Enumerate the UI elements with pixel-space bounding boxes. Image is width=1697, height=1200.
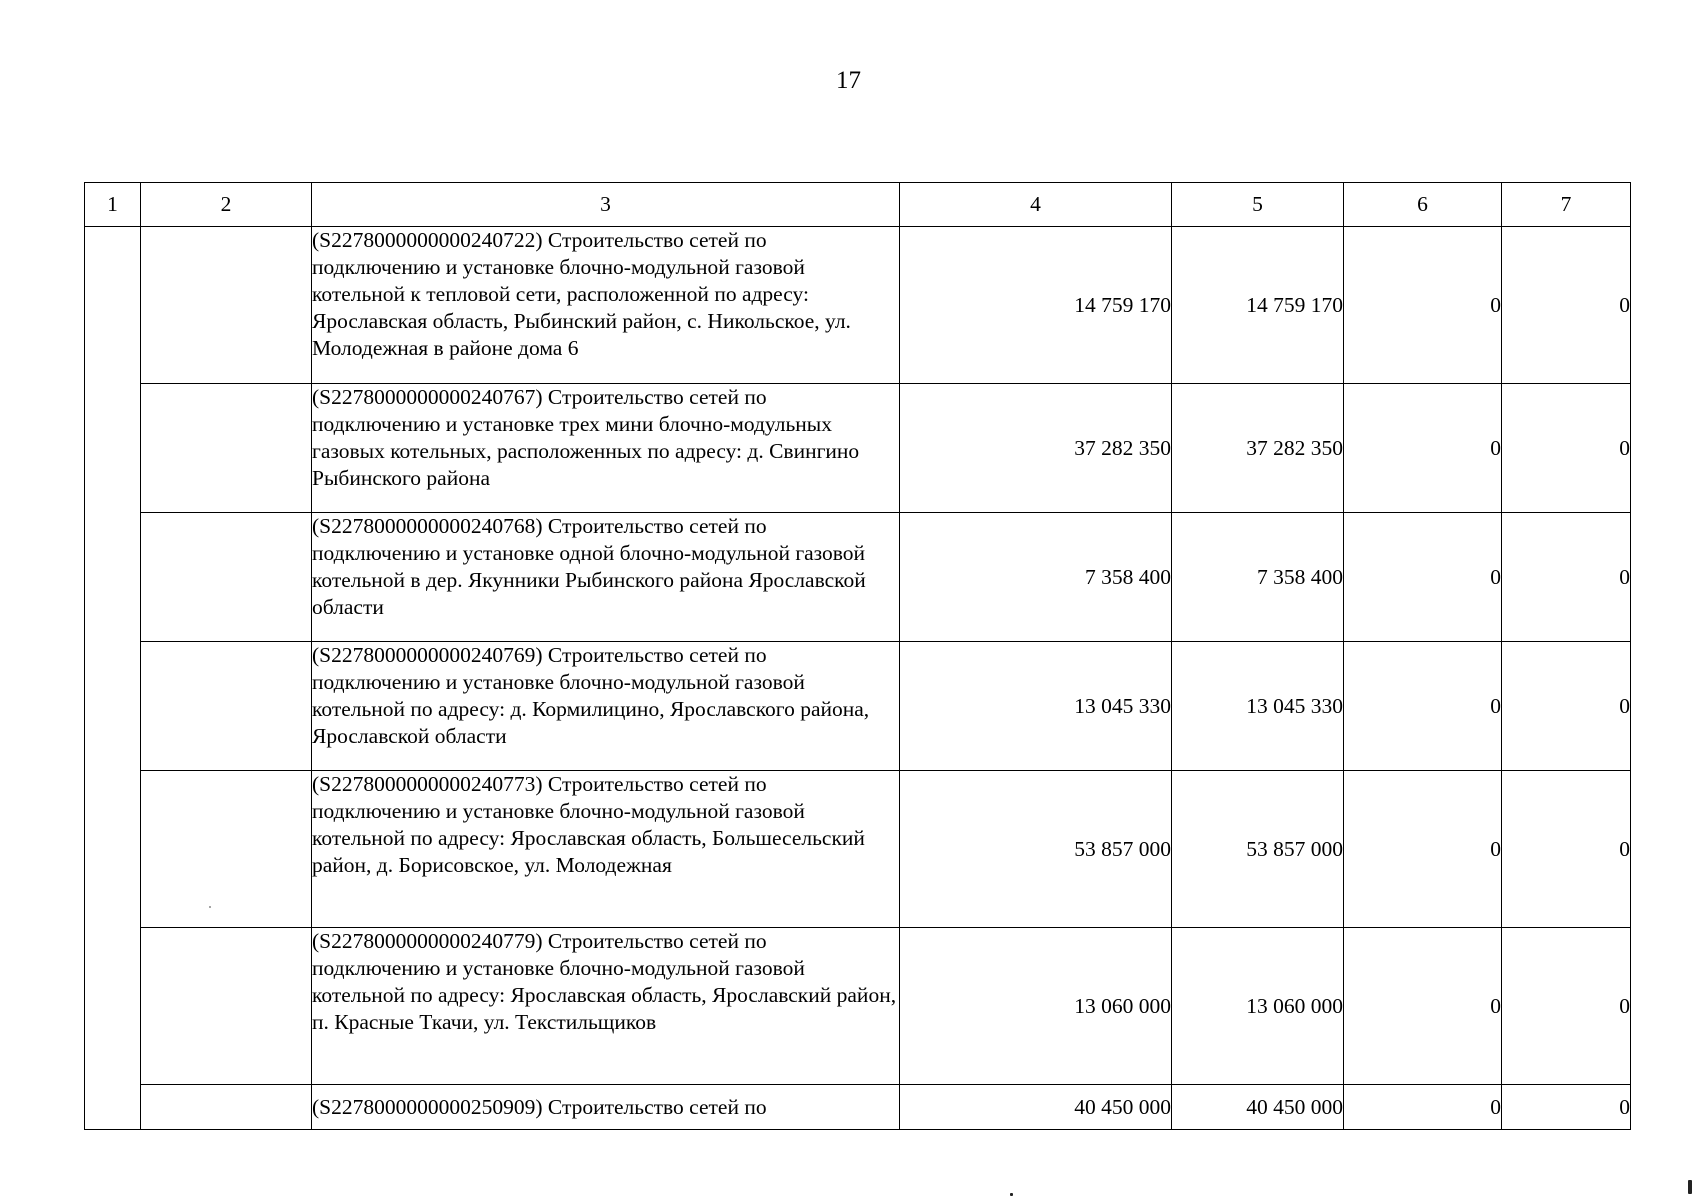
value-col7-cell: 0 <box>1502 1085 1631 1130</box>
column-2-cell <box>141 771 312 928</box>
value-col7-cell: 0 <box>1502 227 1631 384</box>
description-cell: (S2278000000000240769) Строительство сетей по подключению и установке блочно-модульной газовой котельной по адресу: д. Кормилицино, Ярославского района, Ярославской области <box>312 642 900 771</box>
table-row <box>85 771 1631 928</box>
value-col6-cell: 0 <box>1344 771 1502 928</box>
table-row <box>85 513 1631 642</box>
value-col5-cell: 40 450 000 <box>1172 1085 1344 1130</box>
value-col4-cell: 40 450 000 <box>900 1085 1172 1130</box>
column-header-4: 4 <box>900 183 1172 227</box>
column-2-cell <box>141 642 312 771</box>
column-2-cell <box>141 513 312 642</box>
value-col7-cell: 0 <box>1502 384 1631 513</box>
value-col7-cell: 0 <box>1502 928 1631 1085</box>
value-col7-cell: 0 <box>1502 642 1631 771</box>
value-col4-cell: 13 060 000 <box>900 928 1172 1085</box>
column-2-cell <box>141 227 312 384</box>
value-col4-cell: 13 045 330 <box>900 642 1172 771</box>
value-col6-cell: 0 <box>1344 513 1502 642</box>
scan-speck <box>1688 1180 1692 1194</box>
value-col5-cell: 13 060 000 <box>1172 928 1344 1085</box>
column-header-7: 7 <box>1502 183 1631 227</box>
value-col5-cell: 14 759 170 <box>1172 227 1344 384</box>
description-cell: (S2278000000000240767) Строительство сетей по подключению и установке трех мини блочно-модульных газовых котельных, расположенных по адресу: д. Свингино Рыбинского района <box>312 384 900 513</box>
value-col6-cell: 0 <box>1344 928 1502 1085</box>
value-col5-cell: 37 282 350 <box>1172 384 1344 513</box>
column-2-cell <box>141 928 312 1085</box>
description-cell: (S2278000000000240722) Строительство сетей по подключению и установке блочно-модульной газовой котельной к тепловой сети, расположенной по адресу: Ярославская область, Рыбинский район, с. Никольское, ул. Молодежная в районе дома 6 <box>312 227 900 384</box>
value-col5-cell: 7 358 400 <box>1172 513 1344 642</box>
table-row <box>85 1085 1631 1130</box>
column-1-cell <box>85 227 141 1130</box>
value-col6-cell: 0 <box>1344 227 1502 384</box>
column-header-2: 2 <box>141 183 312 227</box>
scan-speck <box>1010 1193 1013 1196</box>
description-cell: (S2278000000000240773) Строительство сетей по подключению и установке блочно-модульной газовой котельной по адресу: Ярославская область, Большесельский район, д. Борисовское, ул. Молодежная <box>312 771 900 928</box>
table-row <box>85 384 1631 513</box>
budget-table <box>84 182 1631 1130</box>
table-row <box>85 642 1631 771</box>
column-2-cell <box>141 1085 312 1130</box>
value-col4-cell: 53 857 000 <box>900 771 1172 928</box>
table-header-row <box>85 183 1631 227</box>
value-col4-cell: 37 282 350 <box>900 384 1172 513</box>
description-cell: (S2278000000000240768) Строительство сетей по подключению и установке одной блочно-модульной газовой котельной в дер. Якунники Рыбинского района Ярославской области <box>312 513 900 642</box>
description-cell: (S2278000000000250909) Строительство сетей по <box>312 1085 900 1130</box>
value-col5-cell: 53 857 000 <box>1172 771 1344 928</box>
value-col4-cell: 14 759 170 <box>900 227 1172 384</box>
value-col7-cell: 0 <box>1502 513 1631 642</box>
value-col7-cell: 0 <box>1502 771 1631 928</box>
table-row <box>85 928 1631 1085</box>
value-col6-cell: 0 <box>1344 384 1502 513</box>
column-2-cell <box>141 384 312 513</box>
value-col4-cell: 7 358 400 <box>900 513 1172 642</box>
column-header-5: 5 <box>1172 183 1344 227</box>
column-header-6: 6 <box>1344 183 1502 227</box>
value-col6-cell: 0 <box>1344 1085 1502 1130</box>
description-cell: (S2278000000000240779) Строительство сетей по подключению и установке блочно-модульной газовой котельной по адресу: Ярославская область, Ярославский район, п. Красные Ткачи, ул. Текстильщиков <box>312 928 900 1085</box>
scan-speck <box>209 906 211 908</box>
column-header-3: 3 <box>312 183 900 227</box>
value-col5-cell: 13 045 330 <box>1172 642 1344 771</box>
value-col6-cell: 0 <box>1344 642 1502 771</box>
table-row <box>85 227 1631 384</box>
column-header-1: 1 <box>85 183 141 227</box>
page-number: 17 <box>836 67 861 94</box>
